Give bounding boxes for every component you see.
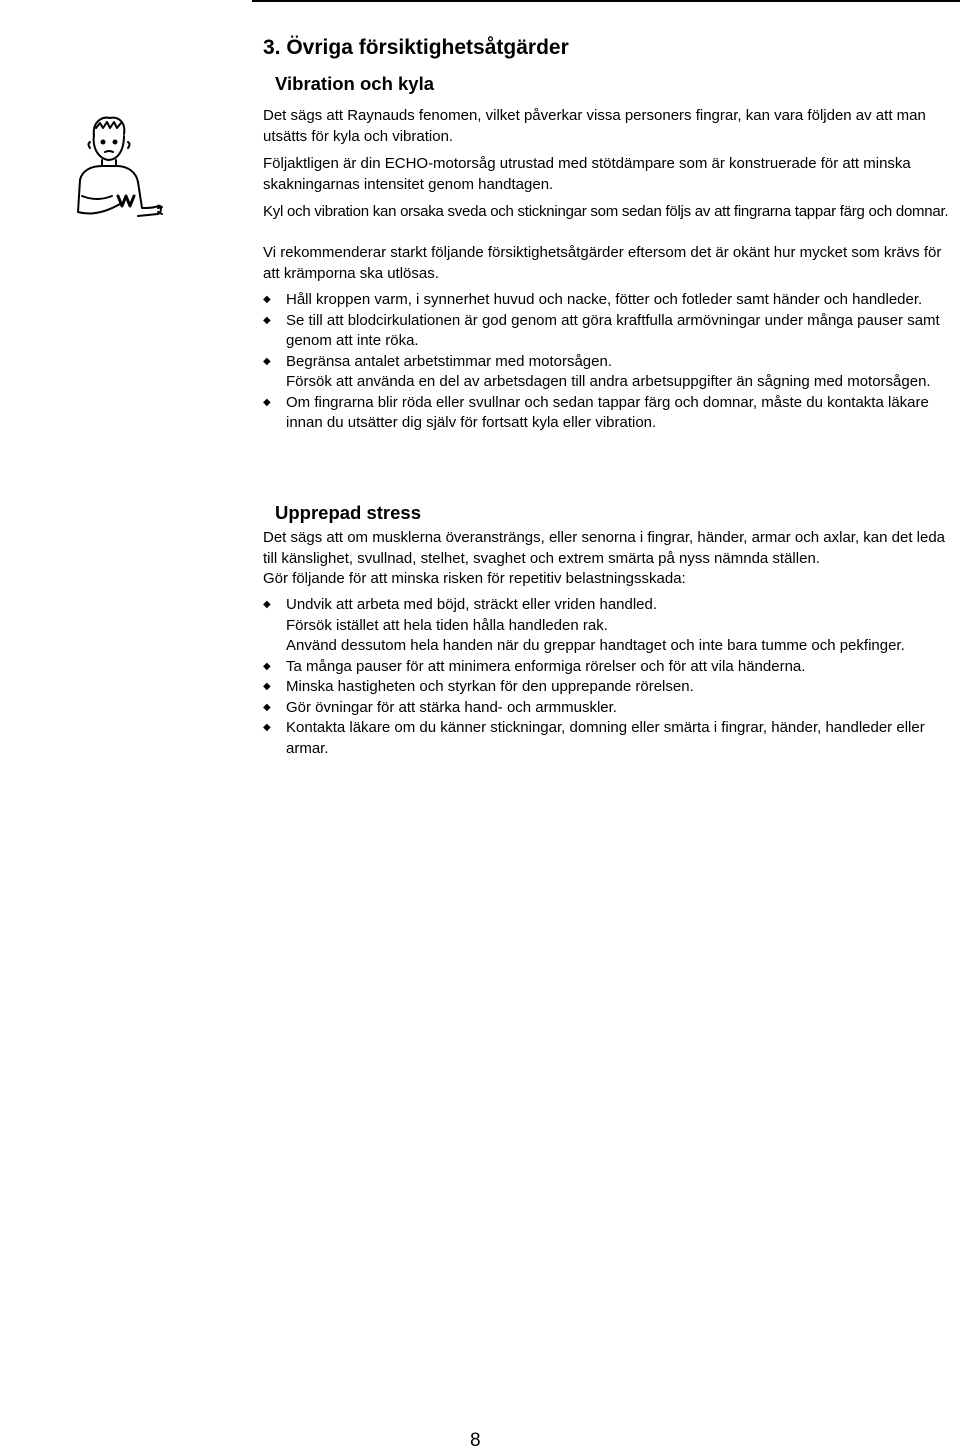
- stress-paragraph-1: Det sägs att om musklerna överansträngs, eller senorna i fingrar, händer, armar och axlar, kan det leda till känslighet, svullnad, stelhet, svaghet och extrem smärta på nyss nämnda ställen.: [263, 529, 946, 567]
- bullet-icon: ◆: [263, 701, 271, 713]
- list-item: ◆ Ta många pauser för att minimera enformiga rörelser och för att vila händerna.: [263, 657, 960, 678]
- stress-heading: Upprepad stress: [275, 502, 421, 523]
- person-cold-hands-icon: [72, 112, 164, 224]
- list-item: ◆ Se till att blodcirkulationen är god genom att göra kraftfulla armövningar under många pauser samt genom att inte röka.: [263, 311, 940, 349]
- vibration-paragraph-2: Följaktligen är din ECHO-motorsåg utrustad med stötdämpare som är konstruerade för att minska skakningarnas intensitet genom handtagen.: [263, 155, 911, 193]
- bullet-icon: ◆: [263, 355, 271, 367]
- list-item-continuation: Försök att använda en del av arbetsdagen till andra arbetsuppgifter än sågning med motorsågen.: [286, 373, 931, 390]
- bullet-icon: ◆: [263, 722, 271, 733]
- vibration-paragraph-3: Kyl och vibration kan orsaka sveda och stickningar som sedan följs av att fingrarna tappar färg och domnar.: [263, 203, 949, 220]
- list-item-continuation: Använd dessutom hela handen när du greppar handtaget och inte bara tumme och pekfinger.: [286, 637, 905, 654]
- vibration-paragraph-1: Det sägs att Raynauds fenomen, vilket påverkar vissa personers fingrar, kan vara följden av att man utsätts för kyla och vibration.: [263, 107, 926, 145]
- list-item: ◆ Undvik att arbeta med böjd, sträckt eller vriden handled. Försök istället att hela tiden hålla handleden rak. Använd dessutom hela handen när du greppar handtaget och inte bara tumme och pekfinger.: [263, 595, 960, 657]
- list-item: ◆ Håll kroppen varm, i synnerhet huvud och nacke, fötter och fotleder samt händer och handleder.: [263, 290, 960, 311]
- section-title: 3. Övriga försiktighetsåtgärder: [263, 36, 569, 59]
- stress-paragraph-2: Gör följande för att minska risken för repetitiv belastningsskada:: [263, 570, 686, 587]
- bullet-icon: ◆: [263, 681, 271, 692]
- bullet-icon: ◆: [263, 660, 271, 672]
- bullet-icon: ◆: [263, 599, 271, 610]
- bullet-icon: ◆: [263, 294, 271, 305]
- list-item: ◆ Kontakta läkare om du känner stickningar, domning eller smärta i fingrar, händer, handleder eller armar.: [263, 719, 925, 757]
- list-item: ◆ Om fingrarna blir röda eller svullnar och sedan tappar färg och domnar, måste du kontakta läkare innan du utsätter dig själv för fortsatt kyla eller vibration.: [263, 393, 929, 431]
- list-item: ◆ Gör övningar för att stärka hand- och armmuskler.: [263, 698, 960, 719]
- vibration-paragraph-4: Vi rekommenderar starkt följande försiktighetsåtgärder eftersom det är okänt hur mycket som krävs för att krämporna ska utlösas.: [263, 244, 942, 282]
- list-item: ◆ Begränsa antalet arbetstimmar med motorsågen. Försök att använda en del av arbetsdagen till andra arbetsuppgifter än sågning med motorsågen.: [263, 352, 960, 393]
- top-rule: [252, 0, 960, 2]
- vibration-heading: Vibration och kyla: [275, 73, 435, 94]
- bullet-icon: ◆: [263, 314, 271, 326]
- page-number: 8: [470, 1430, 481, 1451]
- list-item-continuation: Försök istället att hela tiden hålla handleden rak.: [286, 616, 608, 634]
- bullet-icon: ◆: [263, 396, 271, 408]
- vibration-precautions-list: [263, 290, 960, 434]
- stress-precautions-list: [263, 595, 960, 759]
- list-item: ◆ Minska hastigheten och styrkan för den upprepande rörelsen.: [263, 677, 960, 698]
